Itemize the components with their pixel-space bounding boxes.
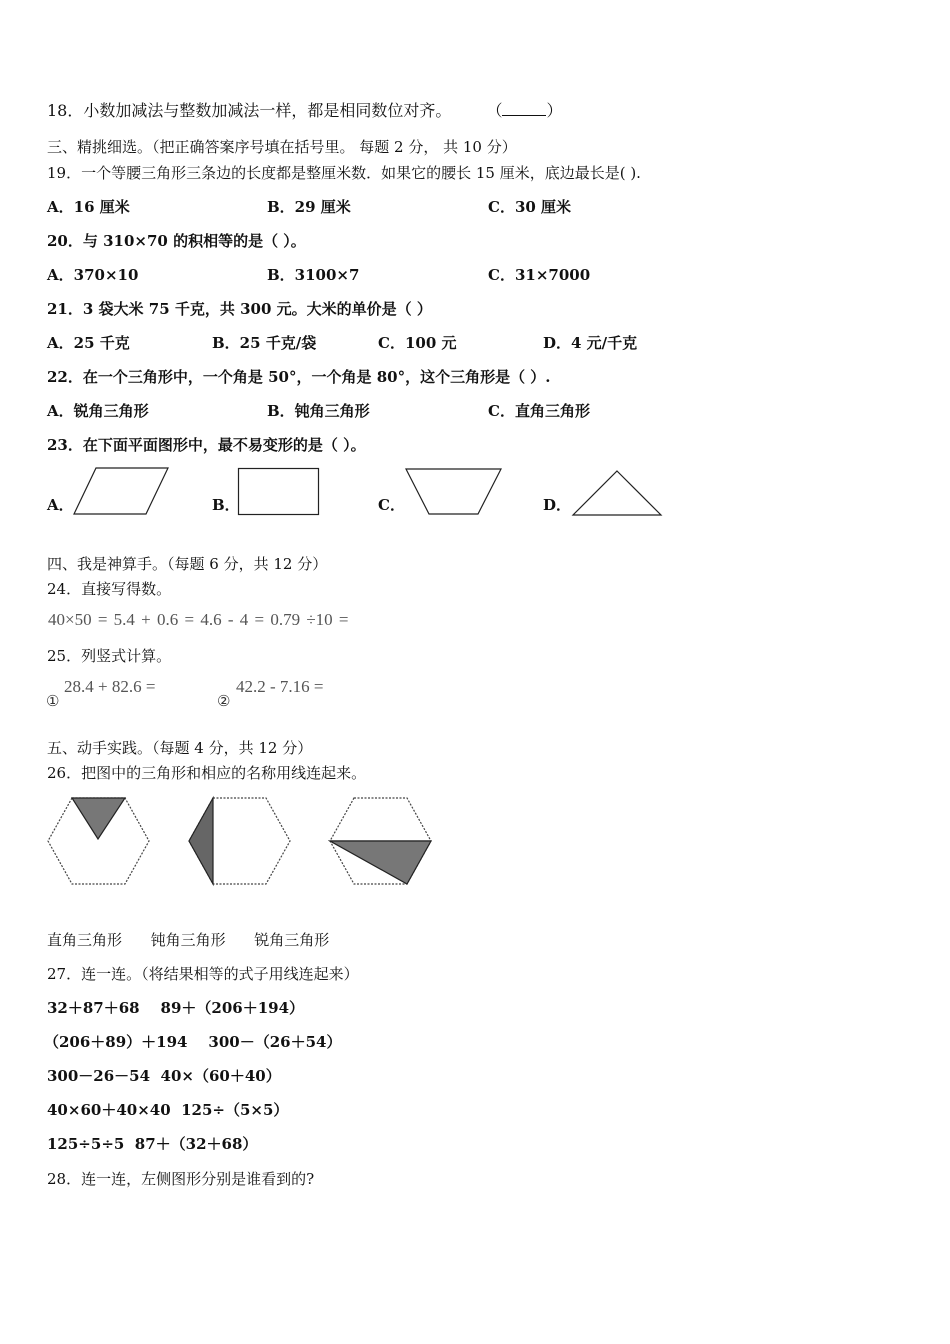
q26-text: 26．把图中的三角形和相应的名称用线连起来。 xyxy=(47,764,367,782)
triangle-shape xyxy=(570,468,664,518)
q18-text: 18．小数加减法与整数加减法一样，都是相同数位对齐。 xyxy=(47,101,452,120)
q25-expression-2: 42.2 - 7.16 = xyxy=(236,677,324,696)
hexagon-figure-2 xyxy=(187,795,293,887)
q21-option-c[interactable]: C．100 元 xyxy=(378,334,457,352)
q20-text: 20．与 310×70 的积相等的是（ ）。 xyxy=(47,232,306,250)
q21-option-b[interactable]: B．25 千克/袋 xyxy=(212,334,317,352)
q18-answer-blank[interactable] xyxy=(502,101,546,116)
q27-row-1: 32＋87＋68 89＋（206＋194） xyxy=(47,999,305,1017)
q23-option-b[interactable]: B． xyxy=(212,496,240,514)
hexagon-figure-1 xyxy=(46,795,152,887)
q22-option-c[interactable]: C．直角三角形 xyxy=(488,402,590,420)
q23-text: 23．在下面平面图形中，最不易变形的是（ ）。 xyxy=(47,436,366,454)
trapezoid-shape xyxy=(404,467,504,517)
section-4-title: 四、我是神算手。（每题 6 分，共 12 分） xyxy=(47,555,328,573)
q27-row-3: 300－26－54 40×（60＋40） xyxy=(47,1067,281,1085)
q25-marker-1: ① xyxy=(46,692,60,710)
section-5-title: 五、动手实践。（每题 4 分，共 12 分） xyxy=(47,739,313,757)
q18 xyxy=(47,101,563,121)
q25-marker-2: ② xyxy=(217,692,231,710)
q22-text: 22．在一个三角形中，一个角是 50°，一个角是 80°，这个三角形是（ ）. xyxy=(47,368,551,386)
q24-text: 24．直接写得数。 xyxy=(47,580,172,598)
q19-option-c[interactable]: C．30 厘米 xyxy=(488,198,572,216)
q18-blank-close: ） xyxy=(546,101,563,120)
section-3-title: 三、精挑细选。（把正确答案序号填在括号里。 每题 2 分， 共 10 分） xyxy=(47,138,517,156)
q22-option-a[interactable]: A．锐角三角形 xyxy=(47,402,149,420)
q27-text: 27．连一连。（将结果相等的式子用线连起来） xyxy=(47,965,359,983)
q28-text: 28．连一连，左侧图形分别是谁看到的? xyxy=(47,1170,315,1188)
q25-expression-1: 28.4 + 82.6 = xyxy=(64,677,156,696)
q27-row-5: 125÷5÷5 87＋（32＋68） xyxy=(47,1135,258,1153)
hexagon-figure-3 xyxy=(328,795,434,887)
q20-option-c[interactable]: C．31×7000 xyxy=(488,266,591,284)
q23-option-a[interactable]: A． xyxy=(47,496,74,514)
q21-text: 21．3 袋大米 75 千克，共 300 元。大米的单价是（ ） xyxy=(47,300,432,318)
q27-row-2: （206＋89）＋194 300－（26＋54） xyxy=(44,1033,342,1051)
q23-option-c[interactable]: C． xyxy=(378,496,405,514)
q19-option-a[interactable]: A．16 厘米 xyxy=(47,198,130,216)
q23-option-d[interactable]: D． xyxy=(543,496,572,514)
q22-option-b[interactable]: B．钝角三角形 xyxy=(267,402,370,420)
parallelogram-shape xyxy=(72,466,172,518)
q19-text: 19．一个等腰三角形三条边的长度都是整厘米数．如果它的腰长 15 厘米，底边最长是( ). xyxy=(47,164,641,182)
q27-row-4: 40×60＋40×40 125÷（5×5） xyxy=(47,1101,289,1119)
q19-option-b[interactable]: B．29 厘米 xyxy=(267,198,351,216)
q20-option-b[interactable]: B．3100×7 xyxy=(267,266,360,284)
q18-blank-open: （ xyxy=(486,101,503,120)
rectangle-shape xyxy=(237,467,321,517)
q21-option-a[interactable]: A．25 千克 xyxy=(47,334,130,352)
q21-option-d[interactable]: D．4 元/千克 xyxy=(543,334,638,352)
q20-option-a[interactable]: A．370×10 xyxy=(47,266,139,284)
q26-triangle-names: 直角三角形 钝角三角形 锐角三角形 xyxy=(47,931,330,949)
q24-expressions: 40×50 = 5.4 + 0.6 = 4.6 - 4 = 0.79 ÷10 = xyxy=(48,610,349,629)
q25-text: 25．列竖式计算。 xyxy=(47,647,172,665)
